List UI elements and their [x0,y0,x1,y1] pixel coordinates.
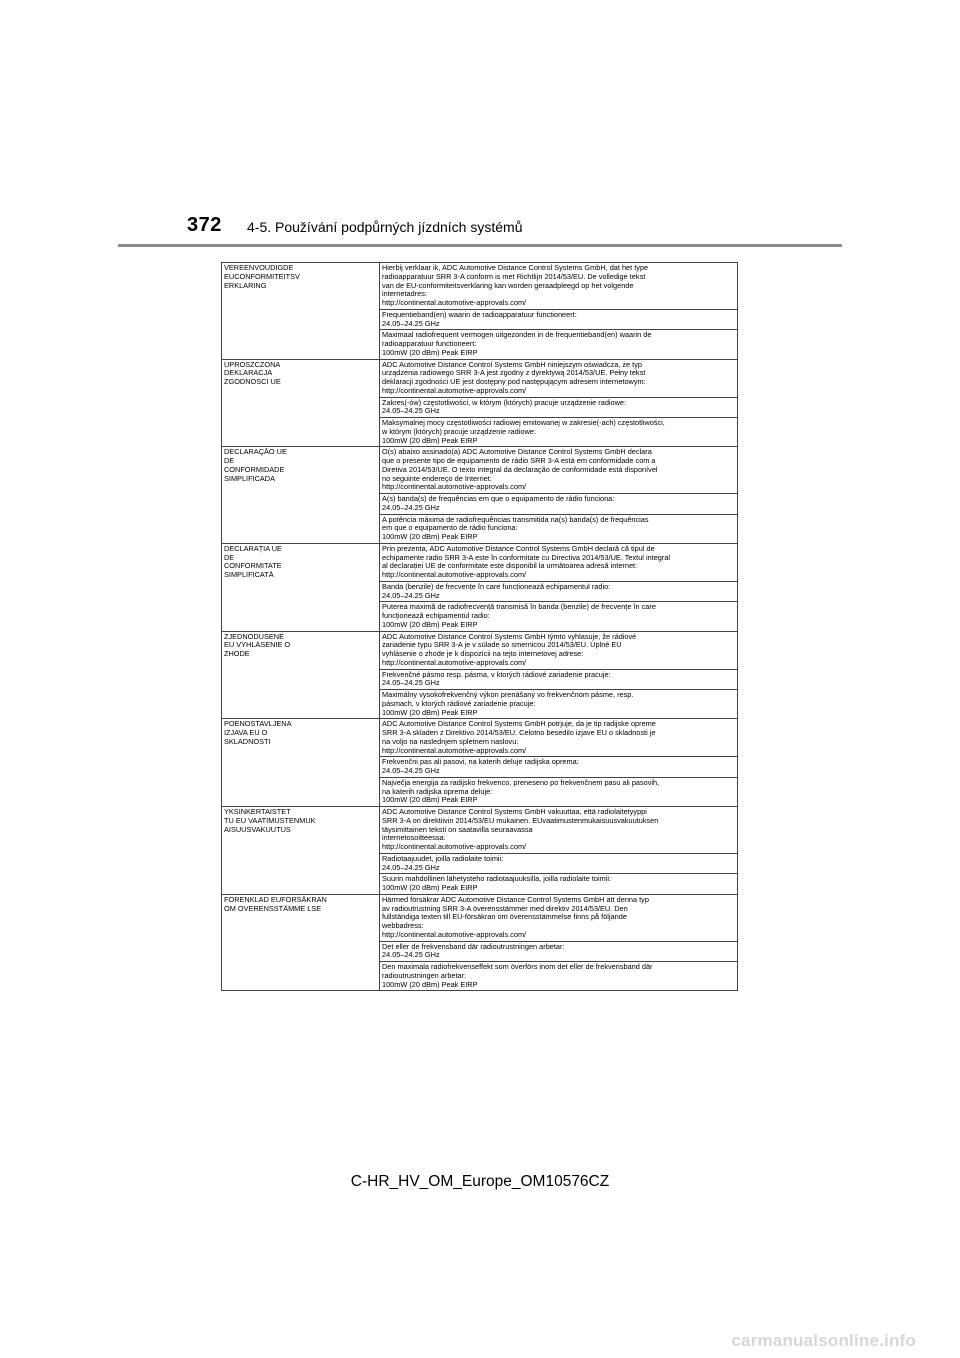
declaration-name-cell [222,543,380,631]
declaration-name-line: EUCONFORMITEITSV [224,272,300,281]
declaration-name-line: IZJAVA EU O [224,729,268,737]
declaration-text-line: em que o equipamento de rádio funciona: [382,524,518,533]
declaration-text-line: Maksymalnej mocy częstotliwości radiowej emitowanej w zakresie(-ach) częstotliwości, [382,419,665,427]
declaration-text-line: 24.05–24.25 GHz [382,503,440,512]
declaration-text-line: Hierbij verklaar ik, ADC Automotive Distance Control Systems GmbH, dat het type [382,264,649,272]
declaration-text-line: 100mW (20 dBm) Peak EIRP [382,708,478,717]
declaration-text-line: http://continental.automotive-approvals.com/ [382,571,527,579]
declaration-table [221,262,738,991]
declaration-text-line: w którym (których) pracuje urządzenie radiowe: [382,427,536,436]
declaration-name-line: SKLADNOSTI [224,737,271,746]
declaration-text-line: täysimittainen teksti on saatavilla seuraavassa [382,825,533,834]
watermark-logo: carmanualsonline.info [731,1331,916,1350]
declaration-text-line: urządzenia radiowego SRR 3-A jest zgodny z dyrektywą 2014/53/UE. Pełny tekst [382,369,646,378]
declaration-text-line: Prin prezenta, ADC Automotive Distance Control Systems GmbH declară că tipul de [382,544,655,553]
declaration-text-line: 100mW (20 dBm) Peak EIRP [382,796,478,805]
declaration-text-cell [380,397,738,418]
declaration-text-cell [380,894,738,941]
declaration-row [222,894,738,941]
declaration-text-cell [380,263,738,310]
declaration-text-line: funcționează echipamentul radio: [382,612,490,620]
declaration-name-line: POENOSTAVLJENA [224,720,292,729]
declaration-name-line: AISUUSVAKUUTUS [224,825,291,834]
declaration-text-line: no seguinte endereço de Internet: [382,474,492,483]
footer-document-code: C-HR_HV_OM_Europe_OM10576CZ [350,1173,610,1190]
declaration-name-line: TU EU VAATIMUSTENMUK [224,816,316,825]
declaration-text-line: SRR 3-A skladen z Direktivo 2014/53/EU. Celotno besedilo izjave EU o skladnosti je [382,729,656,737]
declaration-name-line: YKSINKERTAISTET [224,808,291,816]
declaration-text-cell [380,874,738,895]
declaration-name-cell [222,894,380,991]
declaration-name-line: OM ÖVERENSSTÄMME LSE [224,904,322,913]
declaration-row [222,263,738,310]
declaration-text-line: 24.05–24.25 GHz [382,407,440,416]
declaration-text-cell [380,514,738,543]
declaration-text-line: Härmed försäkrar ADC Automotive Distance Control Systems GmbH att denna typ [382,895,649,904]
declaration-text-line: 24.05–24.25 GHz [382,767,440,775]
declaration-text-line: radioutrustningen arbetar: [382,971,467,980]
declaration-text-line: 100mW (20 dBm) Peak EIRP [382,620,478,629]
declaration-text-line: A(s) banda(s) de frequências em que o equipamento de rádio funciona: [382,495,615,503]
declaration-text-line: deklaracji zgodności UE jest dostępny pod następującym adresem internetowym: [382,378,646,386]
declaration-text-cell [380,359,738,397]
declaration-text-cell [380,543,738,581]
declaration-text-cell [380,418,738,447]
declaration-text-cell [380,494,738,515]
declaration-text-line: 24.05–24.25 GHz [382,679,440,688]
declaration-name-line: FÖRENKLAD EUFÖRSÄKRAN [224,895,327,904]
declaration-text-line: 100mW (20 dBm) Peak EIRP [382,884,478,892]
declaration-name-cell [222,359,380,447]
declaration-name-cell [222,807,380,895]
declaration-text-line: Radiotaajuudet, joilla radiolaite toimii: [382,854,504,863]
declaration-row [222,447,738,494]
declaration-name-line: CONFORMIDADE [224,465,285,474]
declaration-text-line: O(s) abaixo assinado(a) ADC Automotive Distance Control Systems GmbH declara [382,448,652,457]
declaration-text-line: Det eller de frekvensband där radioutrustningen arbetar: [382,942,565,951]
declaration-text-cell [380,447,738,494]
declaration-text-line: ADC Automotive Distance Control Systems GmbH niniejszym oświadcza, że typ [382,360,642,369]
declaration-text-line: Banda (benzile) de frecvențe în care funcționează echipamentul radio: [382,582,611,591]
declaration-text-cell [380,719,738,757]
declaration-text-line: http://continental.automotive-approvals.com/ [382,386,527,395]
declaration-name-line: ZHODE [224,650,250,658]
declaration-table-body [222,263,738,991]
declaration-text-line: al declarației UE de conformitate este disponibil la următoarea adresă internet: [382,562,638,571]
declaration-name-cell [222,631,380,719]
declaration-text-cell [380,631,738,669]
declaration-text-line: internetosoitteessa: [382,834,446,843]
declaration-name-cell [222,263,380,360]
declaration-text-line: Frequentieband(en) waarin de radioapparatuur functioneert: [382,310,577,319]
declaration-row [222,359,738,397]
declaration-name-line: VEREENVOUDIGDE [224,264,294,272]
declaration-text-line: Diretiva 2014/53/UE. O texto integral da declaração de conformidade está disponível [382,465,658,474]
declaration-row [222,719,738,757]
declaration-text-cell [380,330,738,359]
declaration-text-line: radioapparatuur SRR 3-A conform is met Richtlijn 2014/53/EU. De volledige tekst [382,272,646,281]
section-title: 4-5. Používání podpůrných jízdních systémů [247,219,523,235]
declaration-row [222,543,738,581]
declaration-text-line: Zakres(-ów) częstotliwości, w którym (których) pracuje urządzenie radiowe: [382,398,627,407]
declaration-text-line: van de EU-conformiteitsverklaring kan worden geraadpleegd op het volgende [382,281,634,290]
declaration-text-line: http://continental.automotive-approvals.com/ [382,483,527,492]
declaration-text-line: na katerih radijska oprema deluje: [382,787,493,796]
declaration-text-line: 24.05–24.25 GHz [382,951,440,960]
declaration-text-cell [380,757,738,778]
declaration-text-line: ADC Automotive Distance Control Systems GmbH potrjuje, da je tip radijske opreme [382,720,656,729]
declaration-text-line: 24.05–24.25 GHz [382,319,440,328]
declaration-text-cell [380,581,738,602]
declaration-name-line: SIMPLIFICATĂ [224,571,274,579]
declaration-text-line: 24.05–24.25 GHz [382,591,440,600]
declaration-text-line: Največja energija za radijsko frekvenco, preneseno po frekvenčnem pasu ali pasovih, [382,778,660,787]
declaration-name-cell [222,447,380,544]
declaration-text-line: Frekvenčné pásmo resp. pásma, v ktorých rádiové zariadenie pracuje: [382,670,611,679]
declaration-text-line: vyhlásenie o zhode je k dispozícii na tejto internetovej adrese: [382,650,584,658]
declaration-name-line: CONFORMITATE [224,562,282,571]
declaration-text-cell [380,777,738,806]
declaration-name-line: UPROSZCZONA [224,360,281,369]
declaration-text-line: radioapparatuur functioneert: [382,340,477,348]
declaration-text-line: webbadress: [382,922,424,930]
declaration-text-line: http://continental.automotive-approvals.com/ [382,299,527,307]
declaration-name-line: ZJEDNODUŠENÉ [224,632,284,641]
declaration-text-line: 24.05–24.25 GHz [382,863,440,872]
declaration-text-line: SRR 3-A on direktiivin 2014/53/EU mukainen. EUvaatimustenmukaisuusvakuutuksen [382,816,659,825]
declaration-text-line: 100mW (20 dBm) Peak EIRP [382,533,478,541]
declaration-text-cell [380,602,738,631]
declaration-name-line: ZGODNOŚCI UE [224,378,281,386]
declaration-name-line: DECLARAÇÃO UE [224,448,287,457]
declaration-text-line: Puterea maximă de radiofrecvență transmisă în banda (benzile) de frecvențe în care [382,603,656,612]
declaration-name-cell [222,719,380,807]
declaration-text-line: Maximaal radiofrequent vermogen uitgezonden in de frequentieband(en) waarin de [382,331,652,340]
declaration-text-line: 100mW (20 dBm) Peak EIRP [382,436,478,445]
declaration-name-line: ERKLARING [224,281,267,290]
declaration-text-line: zariadenie typu SRR 3-A je v súlade so smernicou 2014/53/EÚ. Úplné EÚ [382,641,622,650]
declaration-name-line: DE [224,457,235,465]
declaration-text-line: que o presente tipo de equipamento de rádio SRR 3-A está em conformidade com a [382,457,656,465]
declaration-text-cell [380,807,738,854]
declaration-text-line: Suurin mahdollinen lähetysteho radiotaajuuksilla, joilla radiolaite toimii: [382,875,612,884]
declaration-text-line: http://continental.automotive-approvals.com/ [382,843,527,851]
declaration-name-line: SIMPLIFICADA [224,474,276,483]
declaration-text-line: Maximálny vysokofrekvenčný výkon prenášaný vo frekvenčnom pásme, resp. [382,691,634,699]
declaration-text-line: 100mW (20 dBm) Peak EIRP [382,980,478,989]
declaration-text-line: http://continental.automotive-approvals.com/ [382,746,527,755]
declaration-text-line: http://continental.automotive-approvals.com/ [382,658,527,667]
declaration-text-line: echipamente radio SRR 3-A este în conformitate cu Directiva 2014/53/UE. Textul integral [382,553,671,562]
declaration-name-line: DEKLARACJA [224,369,273,378]
declaration-text-cell [380,309,738,330]
declaration-text-line: internetadres: [382,290,427,299]
declaration-name-line: DE [224,553,235,562]
declaration-text-cell [380,853,738,874]
declaration-text-line: Den maximala radiofrekvenseffekt som överförs inom det eller de frekvensband där [382,963,653,971]
declaration-text-line: ADC Automotive Distance Control Systems GmbH vakuuttaa, että radiolaitetyyppi [382,808,647,816]
declaration-text-cell [380,941,738,962]
declaration-text-cell [380,669,738,690]
declaration-row [222,631,738,669]
declaration-text-cell [380,690,738,719]
declaration-text-line: ADC Automotive Distance Control Systems GmbH týmto vyhlasuje, že rádiové [382,632,637,641]
declaration-text-line: Frekvenčni pas ali pasovi, na katerih deluje radijska oprema: [382,758,579,767]
declaration-name-line: EÚ VYHLÁSENIE O [224,641,291,650]
declaration-row [222,807,738,854]
header-rule [118,244,842,247]
declaration-text-line: pásmach, v ktorých rádiové zariadenie pracuje: [382,699,536,708]
declaration-text-line: A potência máxima de radiofrequências transmitida na(s) banda(s) de frequências [382,515,649,524]
declaration-text-line: 100mW (20 dBm) Peak EIRP [382,348,478,357]
declaration-name-line: DECLARAȚIA UE [224,544,282,553]
declaration-text-line: na voljo na naslednjem spletnem naslovu: [382,737,519,746]
declaration-text-line: fullständiga texten till EU-försäkran om överensstämmelse finns på följande [382,913,627,922]
declaration-text-line: http://continental.automotive-approvals.com/ [382,930,527,939]
declaration-text-cell [380,962,738,991]
declaration-text-line: av radioutrustning SRR 3-A överensstämmer med direktiv 2014/53/EU. Den [382,904,628,913]
page-number: 372 [187,214,222,236]
